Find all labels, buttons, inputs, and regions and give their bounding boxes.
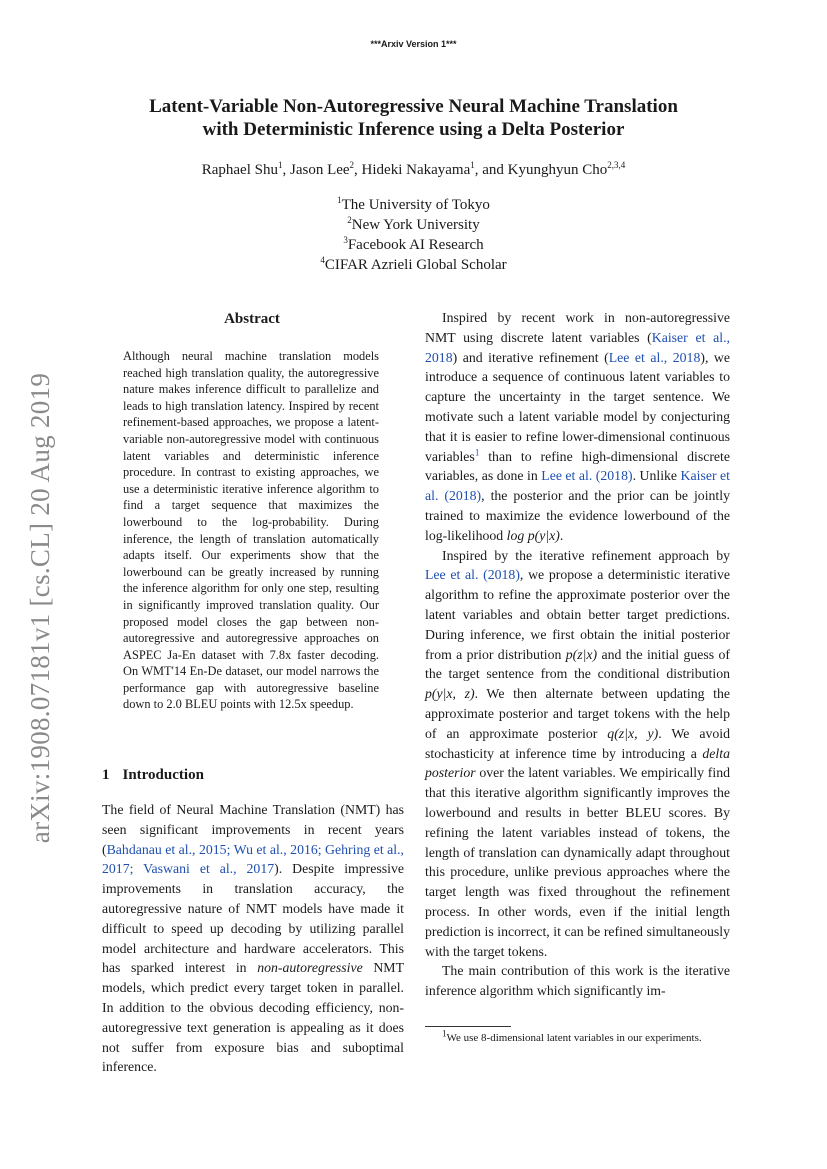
text-run: Inspired by the iterative refinement approach by xyxy=(442,547,730,563)
math-expression: p(z|x) xyxy=(565,646,598,662)
section-heading-introduction xyxy=(102,767,204,784)
affiliation-name: The University of Tokyo xyxy=(341,197,490,213)
title-line-2: with Deterministic Inference using a Delta Posterior xyxy=(202,119,625,140)
affiliation xyxy=(90,195,737,215)
text-run: . We then alternate between updating the approximate posterior and target tokens with the help of an approximate posterior xyxy=(425,686,730,741)
affiliation-mark: 3 xyxy=(343,235,348,245)
abstract-heading: Abstract xyxy=(224,311,280,327)
introduction-body xyxy=(102,800,404,1077)
title-line-1: Latent-Variable Non-Autoregressive Neural Machine Translation xyxy=(149,96,678,117)
text-run: . We avoid stochasticity at inference time by introducing a xyxy=(425,725,730,761)
emphasis: non-autoregressive xyxy=(257,960,363,976)
text-run: We use 8-dimensional latent variables in our experiments. xyxy=(446,1032,702,1044)
author-affil-mark: 2 xyxy=(349,160,355,170)
author-name: , Hideki Nakayama xyxy=(354,162,471,178)
section-title: Introduction xyxy=(122,767,204,783)
right-column-body xyxy=(425,308,730,1001)
section-number: 1 xyxy=(102,767,110,783)
citation-link[interactable]: Lee et al. (2018) xyxy=(541,468,633,484)
text-run: and the initial guess of the target sentence from the conditional distribution xyxy=(425,646,730,682)
arxiv-version-note: ***Arxiv Version 1*** xyxy=(370,39,457,49)
math-expression: p(y|x, z) xyxy=(425,686,475,702)
text-run: than to refine high-dimensional discrete variables, as done in xyxy=(425,448,730,484)
affiliation xyxy=(90,255,737,275)
citation-link[interactable]: Lee et al. (2018) xyxy=(425,567,520,583)
text-run: , we propose a deterministic iterative algorithm to refine the approximate posterior over the latent variables and obtain better target predictions. During inference, we first obtain the initial posterior from a prior distribution xyxy=(425,567,730,662)
author-name: Raphael Shu xyxy=(201,162,278,178)
affiliation-list xyxy=(90,195,737,275)
abstract-text: Although neural machine translation models reached high translation quality, the autoregressive nature makes inference difficult to parallelize and leads to high translation latency. Inspired by recent refinement-based approaches, we propose a latent-variable non-autoregressive model with continuous latent variables and deterministic inference procedure. In contrast to existing approaches, we use a deterministic iterative inference algorithm to find a target sequence that maximizes the lowerbound to the log-probability. During inference, the length of translation automatically adapts itself. Our experiments show that the lowerbound can be greatly increased by running the inference algorithm for only one step, resulting in significantly improved translation quality. Our proposed model closes the gap between non-autoregressive and autoregressive approaches on ASPEC Ja-En dataset with 7.8x faster decoding. On WMT'14 En-De dataset, our model narrows the performance gap with autoregressive baseline down to 2.0 BLEU points with 12.5x speedup. xyxy=(123,349,379,712)
math-expression: q(z|x, y) xyxy=(607,725,659,741)
text-run: ). Despite impressive improvements in translation accuracy, the autoregressive nature of NMT models have made it difficult to speed up decoding by utilizing parallel model architecture and hardware accelerators. This has sparked interest in xyxy=(102,861,404,976)
affiliation-name: Facebook AI Research xyxy=(347,237,484,253)
footnote-marker[interactable]: 1 xyxy=(474,446,480,457)
footnote-text xyxy=(425,1028,730,1045)
affiliation-mark: 1 xyxy=(337,195,342,205)
paragraph xyxy=(425,546,730,962)
paper-title xyxy=(90,95,737,141)
affiliation-mark: 2 xyxy=(347,215,352,225)
text-run: The field of Neural Machine Translation (NMT) has seen significant improvements in recent years ( xyxy=(102,802,404,857)
affiliation-name: New York University xyxy=(351,217,480,233)
text-run: , the posterior and the prior can be jointly trained to maximize the evidence lowerbound of the log-likelihood xyxy=(425,488,731,543)
citation-link[interactable]: Lee et al., 2018 xyxy=(608,349,701,365)
author-affil-mark: 1 xyxy=(277,160,283,170)
paragraph: The main contribution of this work is the iterative inference algorithm which significantly im- xyxy=(425,963,730,999)
citation-link[interactable]: Bahdanau et al., 2015; Wu et al., 2016; Gehring et al., 2017; Vaswani et al., 2017 xyxy=(102,841,404,877)
math-expression: log p(y|x) xyxy=(506,527,560,543)
text-run: Inspired by recent work in non-autoregressive NMT using discrete latent variables ( xyxy=(425,310,730,345)
footnote-divider xyxy=(425,1026,511,1027)
paragraph xyxy=(425,308,730,546)
citation-link[interactable]: Kaiser et al. (2018) xyxy=(425,468,731,504)
author-name: , and Kyunghyun Cho xyxy=(474,162,608,178)
affiliation-mark: 4 xyxy=(320,255,325,265)
affiliation xyxy=(90,235,737,255)
text-run: . Unlike xyxy=(632,468,681,484)
author-affil-mark: 2,3,4 xyxy=(607,160,626,170)
text-run: . xyxy=(559,527,564,543)
arxiv-identifier-stamp: arXiv:1908.07181v1 [cs.CL] 20 Aug 2019 xyxy=(25,372,55,844)
paragraph xyxy=(102,800,404,1077)
text-run: over the latent variables. We empirically find that this iterative algorithm significantly improves the lowerbound and results in better BLEU scores. By refining the latent variables instead of tokens, the length of translation can dynamically adapt throughout this procedure, unlike previous approaches where the target length was fixed throughout the refinement process. In other words, even if the initial length prediction is incorrect, it can be refined simultaneously with the target tokens. xyxy=(425,765,730,959)
author-name: , Jason Lee xyxy=(282,162,350,178)
affiliation-name: CIFAR Azrieli Global Scholar xyxy=(324,257,507,273)
footnote xyxy=(425,1028,730,1045)
emphasis: delta posterior xyxy=(425,745,730,781)
author-list xyxy=(90,162,737,179)
text-run: NMT models, which predict every target token in parallel. In addition to the obvious decoding efficiency, non-autoregressive text generation is appealing as it does not suffer from exposure bias and suboptimal inference. xyxy=(102,960,405,1075)
footnote-mark: 1 xyxy=(442,1028,447,1039)
author-affil-mark: 1 xyxy=(470,160,475,170)
citation-link[interactable]: Kaiser et al., 2018 xyxy=(425,329,730,365)
affiliation xyxy=(90,215,737,235)
text-run: ) and iterative refinement ( xyxy=(452,349,609,365)
text-run: ), we introduce a sequence of continuous latent variables to capture the uncertainty in the target sentence. We motivate such a latent variable model by conjecturing that it is easier to refine lower-dimensional continuous variables xyxy=(425,349,730,464)
